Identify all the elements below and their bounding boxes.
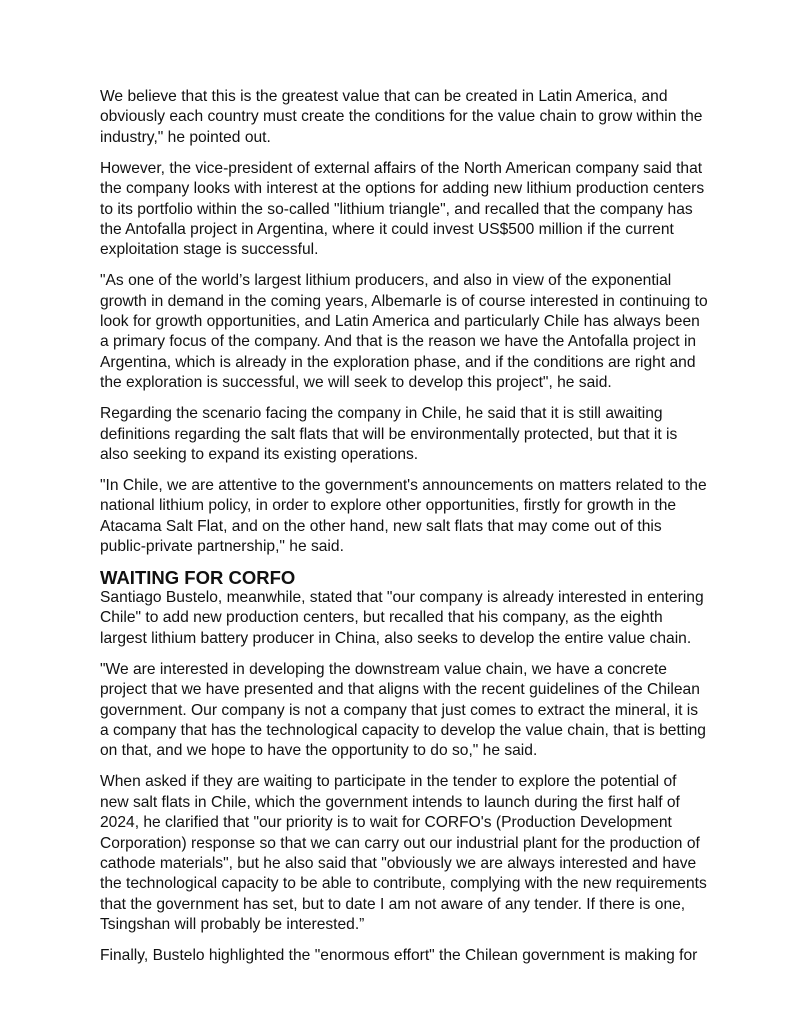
text-line: growth in demand in the coming years, Albemarle is of course interested in continuing to (100, 292, 708, 310)
text-line: We believe that this is the greatest value that can be created in Latin America, and (100, 88, 668, 105)
text-line: obviously each country must create the conditions for the value chain to grow within the (100, 108, 703, 126)
text-line: 2024, he clarified that "our priority is to wait for CORFO's (Production Development (100, 814, 672, 832)
paragraph (100, 87, 720, 148)
text-line: Santiago Bustelo, meanwhile, stated that "our company is already interested in entering (100, 589, 704, 607)
text-line: the technological capacity to be able to contribute, complying with the new requirements (100, 875, 707, 893)
text-line: When asked if they are waiting to participate in the tender to explore the potential of (100, 773, 677, 791)
text-line: on that, and we hope to have the opportunity to do so," he said. (100, 742, 538, 760)
text-line: Atacama Salt Flat, and on the other hand, new salt flats that may come out of this (100, 517, 662, 535)
text-line: to its portfolio within the so-called "lithium triangle", and recalled that the company has (100, 200, 693, 218)
document-page (100, 87, 720, 977)
text-line: that the government has set, but to date I am not aware of any tender. If there is one, (100, 895, 686, 913)
text-line: "We are interested in developing the downstream value chain, we have a concrete (100, 660, 667, 678)
text-line: project that we have presented and that aligns with the recent guidelines of the Chilean (100, 681, 700, 699)
text-line: largest lithium battery producer in China, also seeks to develop the entire value chain. (100, 629, 692, 647)
paragraph (100, 946, 720, 966)
text-line: definitions regarding the salt flats that will be environmentally protected, but that it is (100, 425, 678, 443)
paragraph (100, 660, 720, 762)
article-body-before (100, 87, 720, 558)
paragraph (100, 476, 720, 558)
text-line: Tsingshan will probably be interested.” (100, 916, 365, 934)
paragraph (100, 404, 720, 465)
section-heading: WAITING FOR CORFO (100, 567, 296, 589)
text-line: public-private partnership," he said. (100, 538, 344, 556)
text-line: look for growth opportunities, and Latin America and particularly Chile has always been (100, 313, 700, 331)
text-line: cathode materials", but he also said that "obviously we are always interested and have (100, 854, 697, 872)
text-line: "In Chile, we are attentive to the government's announcements on matters related to the (100, 476, 707, 494)
text-line: Regarding the scenario facing the company in Chile, he said that it is still awaiting (100, 405, 663, 423)
text-line: However, the vice-president of external affairs of the North American company said that (100, 159, 703, 177)
text-line: national lithium policy, in order to explore other opportunities, firstly for growth in the (100, 497, 677, 515)
paragraph (100, 588, 720, 649)
text-line: Finally, Bustelo highlighted the "enormous effort" the Chilean government is making for (100, 947, 698, 965)
text-line: a primary focus of the company. And that is the reason we have the Antofalla project in (100, 333, 697, 351)
text-line: a company that has the technological capacity to develop the value chain, that is betting (100, 721, 706, 739)
text-line: Corporation) response so that we can carry out our industrial plant for the production of (100, 834, 700, 852)
text-line: industry," he pointed out. (100, 128, 271, 146)
paragraph (100, 159, 720, 261)
text-line: also seeking to expand its existing operations. (100, 446, 419, 463)
paragraph (100, 271, 720, 393)
text-line: government. Our company is not a company that just comes to extract the mineral, it is (100, 701, 699, 719)
text-line: the Antofalla project in Argentina, where it could invest US$500 million if the current (100, 220, 674, 238)
article-body-after (100, 588, 720, 966)
text-line: exploitation stage is successful. (100, 241, 319, 259)
text-line: the exploration is successful, we will seek to develop this project", he said. (100, 374, 612, 392)
paragraph (100, 772, 720, 935)
text-line: "As one of the world’s largest lithium producers, and also in view of the exponential (100, 272, 672, 290)
text-line: Argentina, which is already in the exploration phase, and if the conditions are right and (100, 353, 696, 371)
text-line: the company looks with interest at the options for adding new lithium production centers (100, 180, 705, 198)
text-line: new salt flats in Chile, which the government intends to launch during the first half of (100, 793, 680, 811)
text-line: Chile" to add new production centers, but recalled that his company, as the eighth (100, 609, 663, 627)
